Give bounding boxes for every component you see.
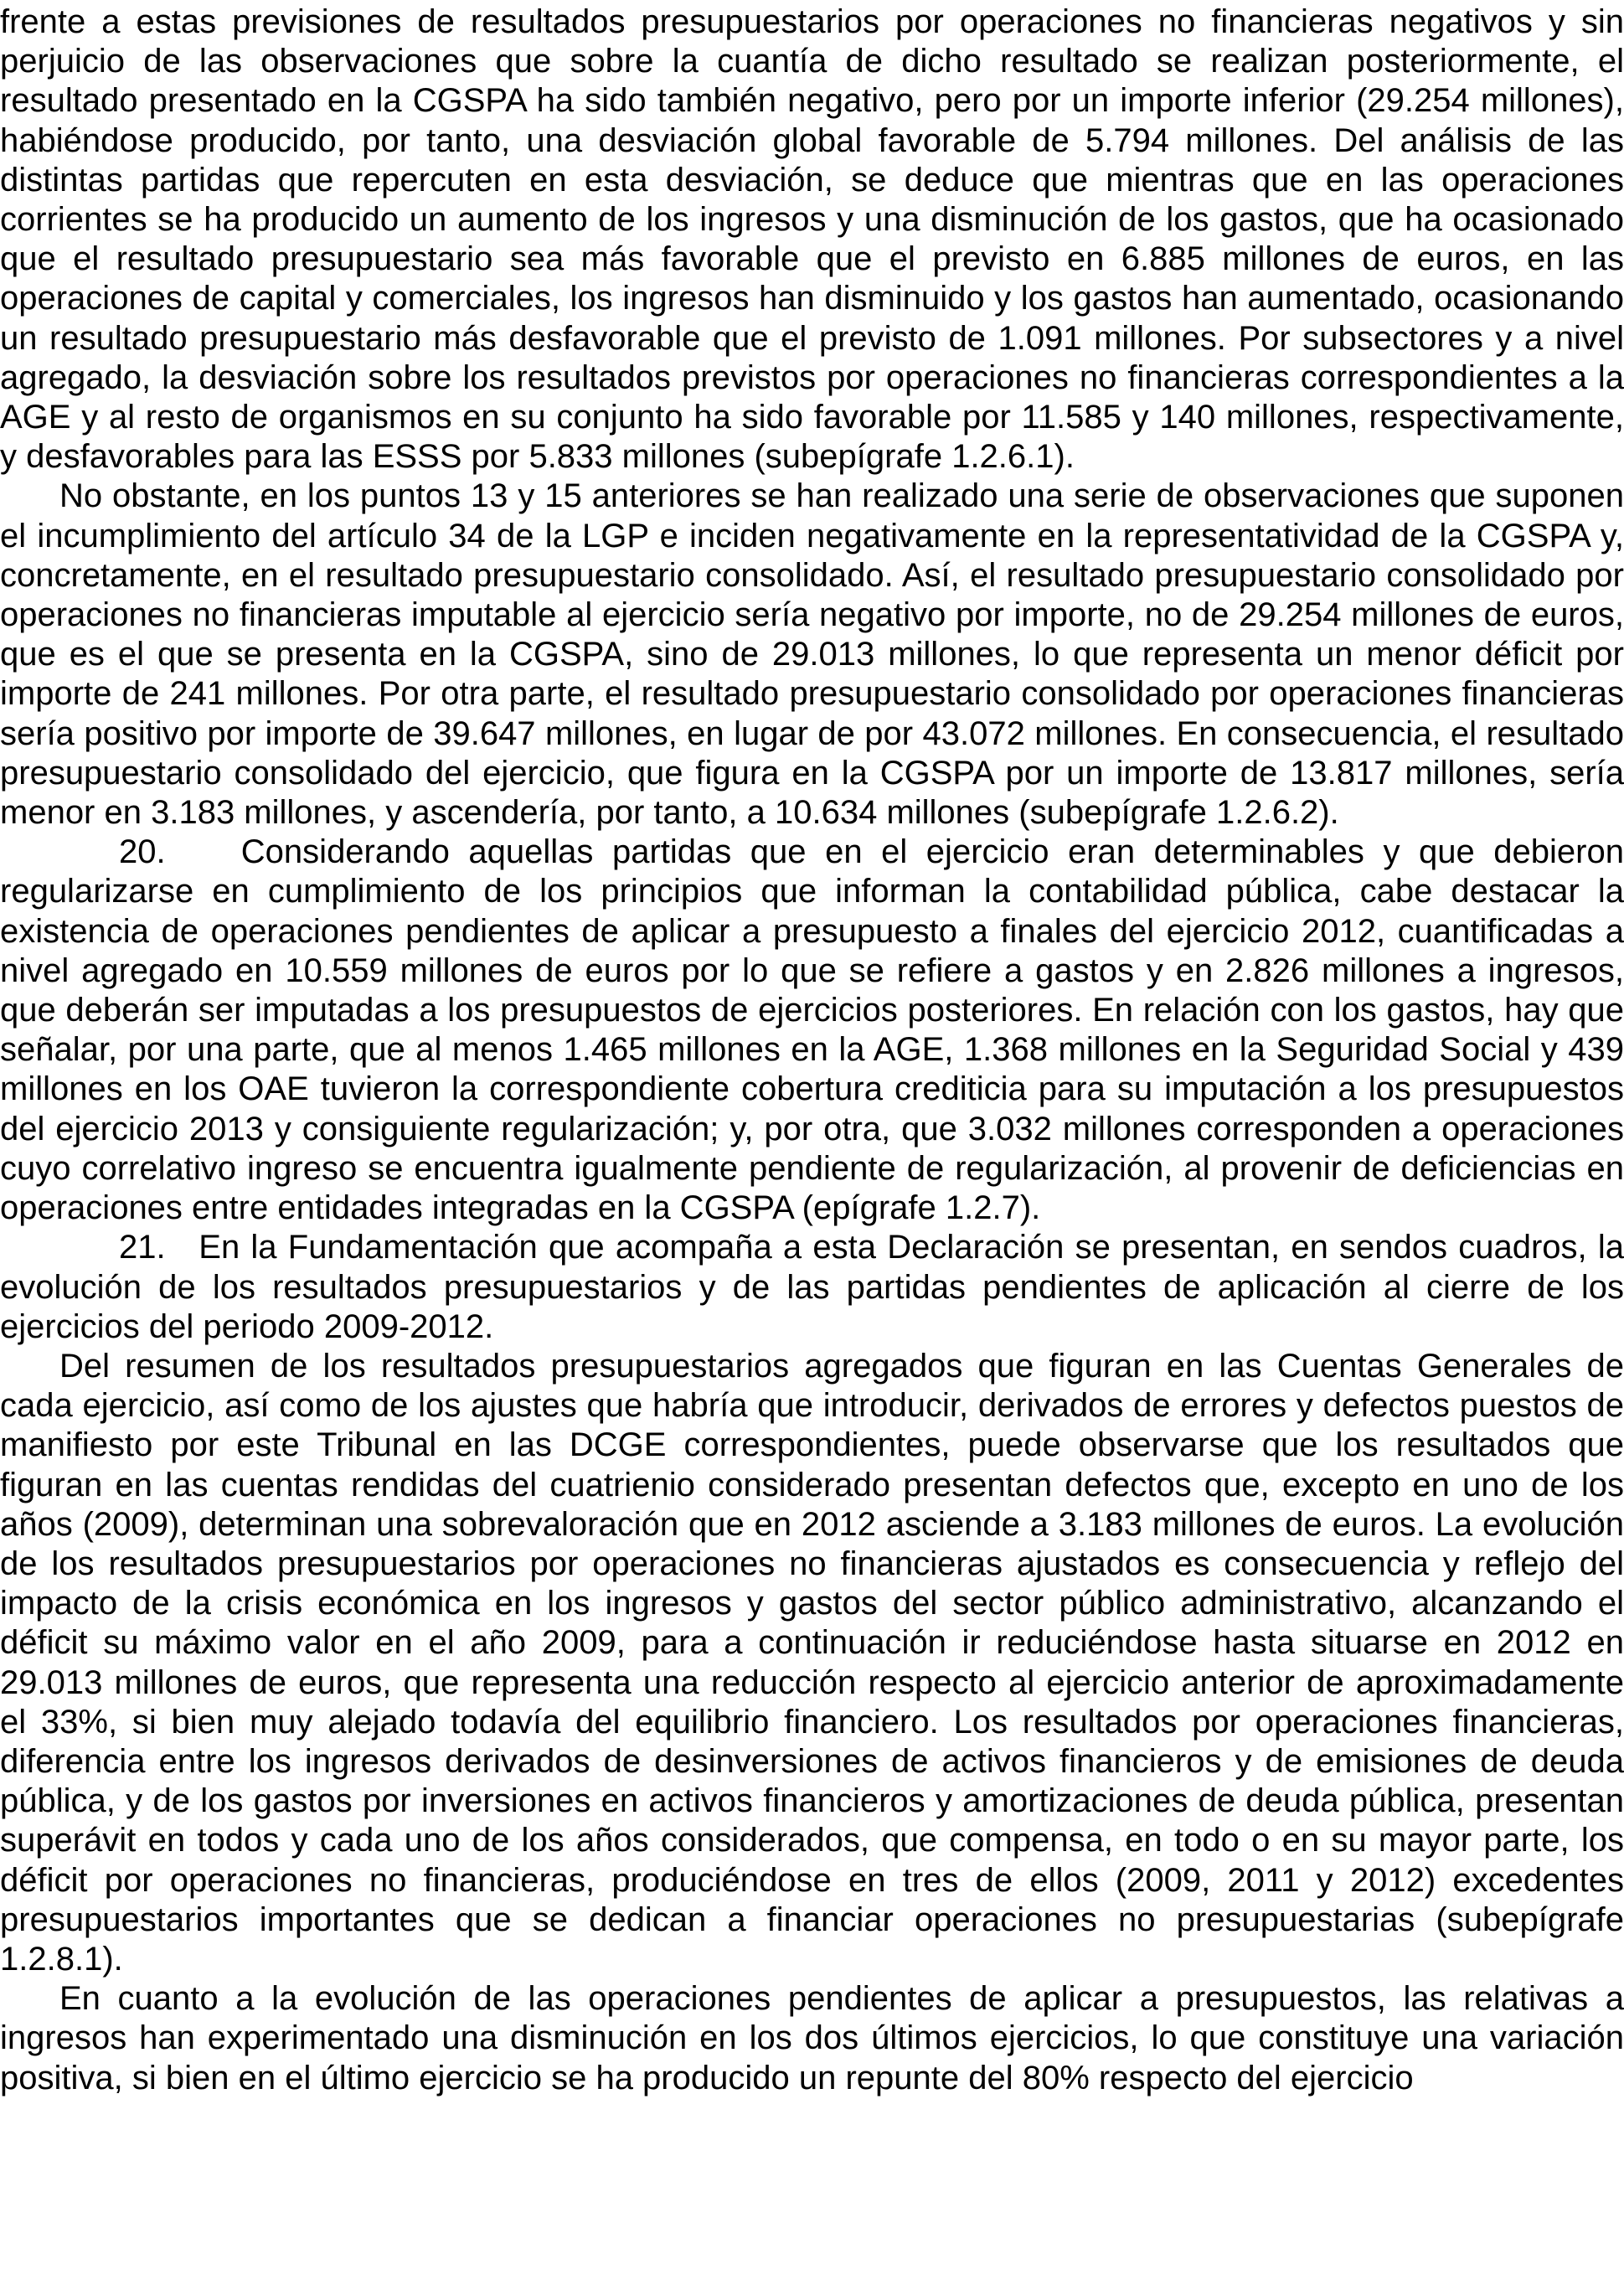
paragraph-20-number: 20. <box>119 833 166 871</box>
paragraph-21 <box>0 1228 1624 1347</box>
paragraph-1 <box>0 3 1624 477</box>
document-body <box>0 3 1624 2098</box>
paragraph-21-text: En la Fundamentación que acompaña a esta Declaración se presentan, en sendos cuadros, la evolución de los resultados presupuestarios y de las partidas pendientes de aplicación al cierre de los ejercicios del periodo 2009-2012. <box>0 1229 1624 1345</box>
paragraph-6 <box>0 1979 1624 2098</box>
paragraph-20-text: Considerando aquellas partidas que en el ejercicio eran determinables y que debieron regularizarse en cumplimiento de los principios que informan la contabilidad pública, cabe destacar la existencia de operaciones pendientes de aplicar a presupuesto a finales del ejercicio 2012, cuantificadas a nivel agregado en 10.559 millones de euros por lo que se refiere a gastos y en 2.826 millones a ingresos, que deberán ser imputadas a los presupuestos de ejercicios posteriores. En relación con los gastos, hay que señalar, por una parte, que al menos 1.465 millones en la AGE, 1.368 millones en la Seguridad Social y 439 millones en los OAE tuvieron la correspondiente cobertura crediticia para su imputación a los presupuestos del ejercicio 2013 y consiguiente regularización; y, por otra, que 3.032 millones corresponden a operaciones cuyo correlativo ingreso se encuentra igualmente pendiente de regularización, al provenir de deficiencias en operaciones entre entidades integradas en la CGSPA (epígrafe 1.2.7). <box>0 833 1624 1227</box>
paragraph-1-text: frente a estas previsiones de resultados presupuestarios por operaciones no financieras negativos y sin perjuicio de las observaciones que sobre la cuantía de dicho resultado se realizan posteriormente, el resultado presentado en la CGSPA ha sido también negativo, pero por un importe inferior (29.254 millones), habiéndose producido, por tanto, una desviación global favorable de 5.794 millones. Del análisis de las distintas partidas que repercuten en esta desviación, se deduce que mientras que en las operaciones corrientes se ha producido un aumento de los ingresos y una disminución de los gastos, que ha ocasionado que el resultado presupuestario sea más favorable que el previsto en 6.885 millones de euros, en las operaciones de capital y comerciales, los ingresos han disminuido y los gastos han aumentado, ocasionando un resultado presupuestario más desfavorable que el previsto de 1.091 millones. Por subsectores y a nivel agregado, la desviación sobre los resultados previstos por operaciones no financieras correspondientes a la AGE y al resto de organismos en su conjunto ha sido favorable por 11.585 y 140 millones, respectivamente, y desfavorables para las ESSS por 5.833 millones (subepígrafe 1.2.6.1). <box>0 3 1624 476</box>
paragraph-21-number: 21. <box>119 1229 166 1266</box>
paragraph-20 <box>0 833 1624 1228</box>
paragraph-2-text: No obstante, en los puntos 13 y 15 anteriores se han realizado una serie de observaciones que suponen el incumplimiento del artículo 34 de la LGP e inciden negativamente en la representatividad de la CGSPA y, concretamente, en el resultado presupuestario consolidado. Así, el resultado presupuestario consolidado por operaciones no financieras imputable al ejercicio sería negativo por importe, no de 29.254 millones de euros, que es el que se presenta en la CGSPA, sino de 29.013 millones, lo que representa un menor déficit por importe de 241 millones. Por otra parte, el resultado presupuestario consolidado por operaciones financieras sería positivo por importe de 39.647 millones, en lugar de por 43.072 millones. En consecuencia, el resultado presupuestario consolidado del ejercicio, que figura en la CGSPA por un importe de 13.817 millones, sería menor en 3.183 millones, y ascendería, por tanto, a 10.634 millones (subepígrafe 1.2.6.2). <box>0 477 1624 832</box>
paragraph-5-text: Del resumen de los resultados presupuestarios agregados que figuran en las Cuentas Generales de cada ejercicio, así como de los ajustes que habría que introducir, derivados de errores y defectos puestos de manifiesto por este Tribunal en las DCGE correspondientes, puede observarse que los resultados que figuran en las cuentas rendidas del cuatrienio considerado presentan defectos que, excepto en uno de los años (2009), determinan una sobrevaloración que en 2012 asciende a 3.183 millones de euros. La evolución de los resultados presupuestarios por operaciones no financieras ajustados es consecuencia y reflejo del impacto de la crisis económica en los ingresos y gastos del sector público administrativo, alcanzando el déficit su máximo valor en el año 2009, para a continuación ir reduciéndose hasta situarse en 2012 en 29.013 millones de euros, que representa una reducción respecto al ejercicio anterior de aproximadamente el 33%, si bien muy alejado todavía del equilibrio financiero. Los resultados por operaciones financieras, diferencia entre los ingresos derivados de desinversiones de activos financieros y de emisiones de deuda pública, y de los gastos por inversiones en activos financieros y amortizaciones de deuda pública, presentan superávit en todos y cada uno de los años considerados, que compensa, en todo o en su mayor parte, los déficit por operaciones no financieras, produciéndose en tres de ellos (2009, 2011 y 2012) excedentes presupuestarios importantes que se dedican a financiar operaciones no presupuestarias (subepígrafe 1.2.8.1). <box>0 1347 1624 1978</box>
paragraph-2 <box>0 477 1624 833</box>
paragraph-6-text: En cuanto a la evolución de las operaciones pendientes de aplicar a presupuestos, las relativas a ingresos han experimentado una disminución en los dos últimos ejercicios, lo que constituye una variación positiva, si bien en el último ejercicio se ha producido un repunte del 80% respecto del ejercicio <box>0 1980 1624 2096</box>
paragraph-5 <box>0 1347 1624 1979</box>
